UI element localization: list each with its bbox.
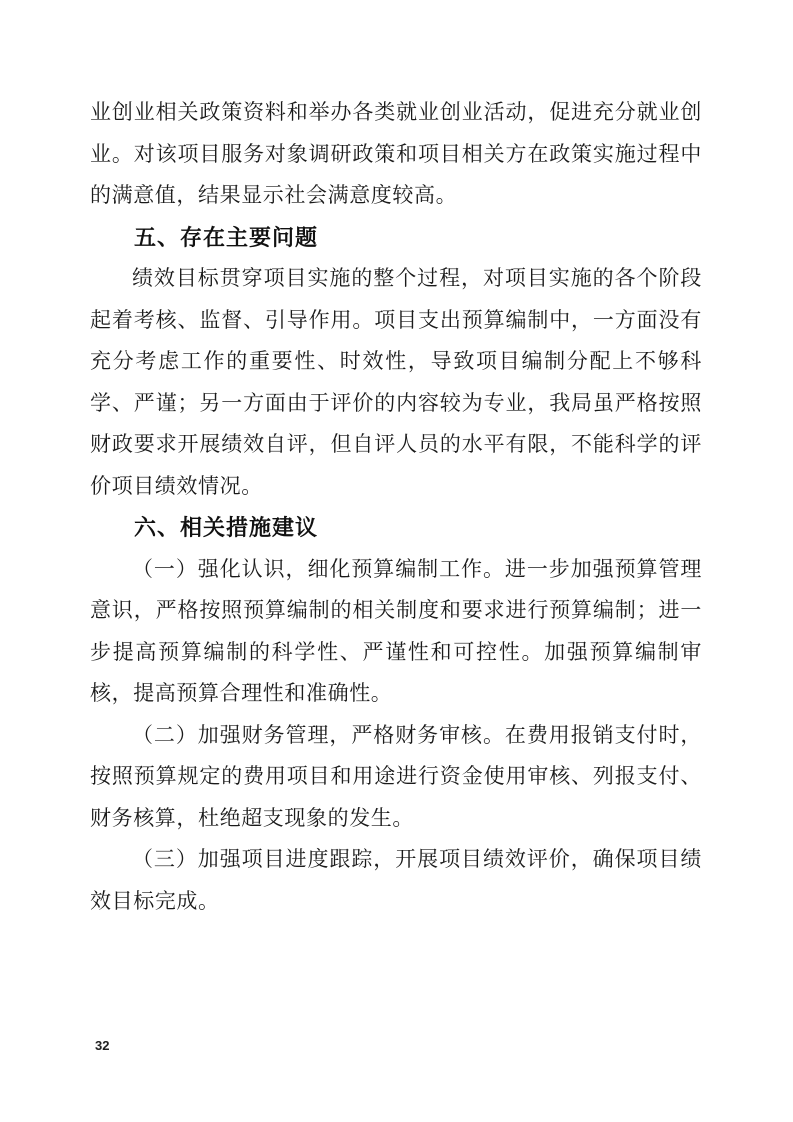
body-paragraph: 业创业相关政策资料和举办各类就业创业活动，促进充分就业创业。对该项目服务对象调研政策和项目相关方在政策实施过程中的满意值，结果显示社会满意度较高。 bbox=[90, 100, 702, 207]
page-number: 32 bbox=[95, 1038, 110, 1053]
section-heading-problems: 五、存在主要问题 bbox=[134, 224, 319, 250]
body-paragraph: 绩效目标贯穿项目实施的整个过程，对项目实施的各个阶段起着考核、监督、引导作用。项目支出预算编制中，一方面没有充分考虑工作的重要性、时效性，导致项目编制分配上不够科学、严谨；另一方面由于评价的内容较为专业，我局虽严格按照财政要求开展绩效自评，但自评人员的水平有限，不能科学的评价项目绩效情况。 bbox=[90, 266, 702, 498]
body-paragraph: （二）加强财务管理，严格财务审核。在费用报销支付时，按照预算规定的费用项目和用途进行资金使用审核、列报支付、财务核算，杜绝超支现象的发生。 bbox=[90, 722, 702, 830]
page-content bbox=[90, 92, 702, 922]
section-heading-suggestions: 六、相关措施建议 bbox=[134, 515, 319, 540]
body-paragraph: （一）强化认识，细化预算编制工作。进一步加强预算管理意识，严格按照预算编制的相关制度和要求进行预算编制；进一步提高预算编制的科学性、严谨性和可控性。加强预算编制审核，提高预算合理性和准确性。 bbox=[90, 556, 702, 705]
body-paragraph: （三）加强项目进度跟踪，开展项目绩效评价，确保项目绩效目标完成。 bbox=[90, 847, 702, 913]
